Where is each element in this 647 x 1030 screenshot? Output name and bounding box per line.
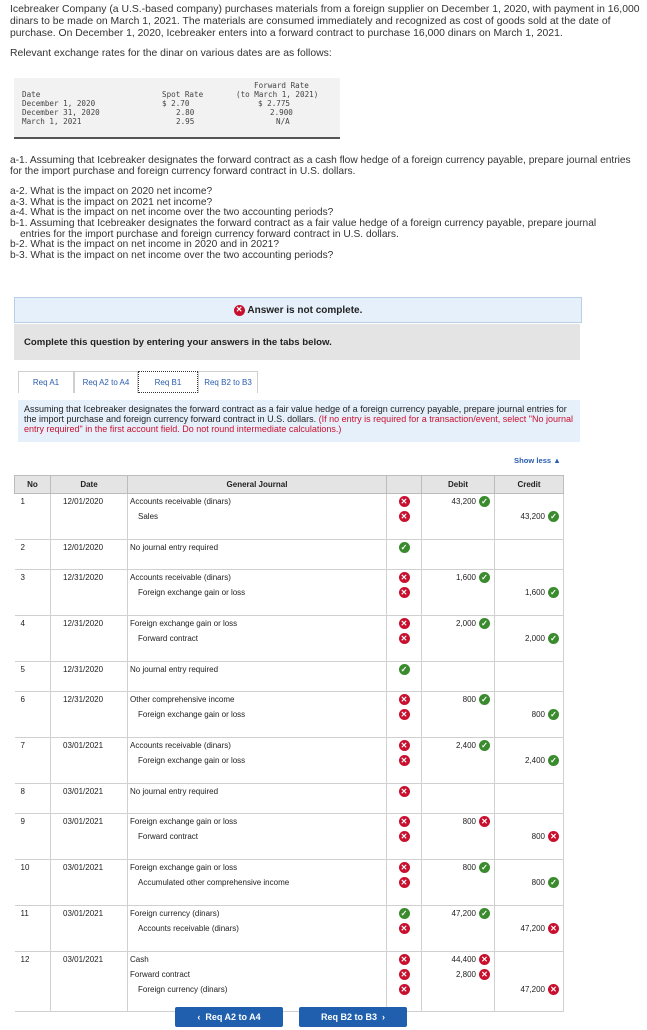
error-icon: ✕ bbox=[479, 816, 490, 827]
journal-entry-row bbox=[15, 784, 564, 814]
account-field[interactable]: Foreign currency (dinars) bbox=[138, 985, 228, 994]
credit-field[interactable] bbox=[495, 952, 563, 967]
rate-header-date: Date bbox=[22, 90, 41, 99]
error-icon: ✕ bbox=[399, 587, 410, 598]
check-icon: ✓ bbox=[479, 694, 490, 705]
entry-date[interactable]: 12/01/2020 bbox=[63, 543, 104, 552]
col-header-no: No bbox=[15, 476, 51, 494]
account-field[interactable]: Foreign currency (dinars) bbox=[130, 909, 220, 918]
account-field[interactable]: Forward contract bbox=[138, 634, 199, 643]
debit-field[interactable] bbox=[422, 631, 494, 646]
rate-header-spot: Spot Rate bbox=[162, 90, 204, 99]
account-status bbox=[387, 967, 421, 982]
debit-field[interactable] bbox=[422, 829, 494, 844]
error-icon: ✕ bbox=[399, 786, 410, 797]
debit-field[interactable] bbox=[422, 585, 494, 600]
journal-entry-row bbox=[15, 540, 564, 570]
check-icon: ✓ bbox=[548, 587, 559, 598]
intro-paragraph: Icebreaker Company (a U.S.-based company) purchases materials from a foreign supplier on December 1, 2020, with payment in 16,000 dinars to be made on March 1, 2021. The materials are consumed immediately and recognized as cost of goods sold at the date of purchase. On December 1, 2020, Icebreaker enters into a forward contract to purchase 16,000 dinars on March 1, 2021. bbox=[10, 4, 640, 39]
rate-forward: 2.900 bbox=[270, 108, 293, 117]
debit-field[interactable] bbox=[422, 692, 494, 707]
entry-number: 1 bbox=[20, 497, 25, 506]
error-icon: ✕ bbox=[479, 969, 490, 980]
instructions-main: Assuming that Icebreaker designates the forward contract as a fair value hedge of a foreign currency payable, prepare journal entries for the import purchase and foreign currency forward contract in U.S. dollars. bbox=[24, 404, 567, 424]
question-b1-cont: entries for the import purchase and foreign currency forward contract in U.S. dollars. bbox=[20, 228, 399, 240]
answer-status-banner bbox=[14, 297, 582, 323]
account-field[interactable]: Accounts receivable (dinars) bbox=[130, 573, 231, 582]
question-list bbox=[10, 156, 640, 261]
debit-field[interactable] bbox=[422, 662, 494, 677]
error-icon: ✕ bbox=[399, 923, 410, 934]
problem-intro bbox=[10, 4, 640, 68]
debit-field[interactable] bbox=[422, 494, 494, 509]
question-a2: a-2. What is the impact on 2020 net income? bbox=[10, 186, 213, 198]
col-header-credit: Credit bbox=[495, 476, 564, 494]
credit-field[interactable] bbox=[495, 616, 563, 631]
credit-value: 43,200 bbox=[520, 512, 545, 521]
tab-req-b2-b3[interactable]: Req B2 to B3 bbox=[198, 371, 258, 393]
rate-forward: N/A bbox=[276, 117, 290, 126]
credit-field[interactable] bbox=[495, 570, 563, 585]
check-icon: ✓ bbox=[399, 664, 410, 675]
debit-field[interactable] bbox=[422, 952, 494, 967]
credit-value: 47,200 bbox=[520, 985, 545, 994]
journal-entry-row bbox=[15, 494, 564, 540]
account-status bbox=[387, 784, 421, 799]
debit-field[interactable] bbox=[422, 906, 494, 921]
credit-field[interactable] bbox=[495, 906, 563, 921]
entry-date[interactable]: 03/01/2021 bbox=[63, 817, 104, 826]
account-status bbox=[387, 707, 421, 722]
error-icon: ✕ bbox=[548, 831, 559, 842]
entry-number: 4 bbox=[20, 619, 25, 628]
credit-value: 2,000 bbox=[524, 634, 545, 643]
credit-field[interactable] bbox=[495, 829, 563, 844]
entry-date[interactable]: 03/01/2021 bbox=[63, 909, 104, 918]
credit-field[interactable] bbox=[495, 707, 563, 722]
debit-value: 800 bbox=[462, 817, 476, 826]
entry-date[interactable]: 12/31/2020 bbox=[63, 619, 104, 628]
account-status bbox=[387, 692, 421, 707]
credit-value: 2,400 bbox=[524, 756, 545, 765]
check-icon: ✓ bbox=[479, 572, 490, 583]
error-icon: ✕ bbox=[399, 862, 410, 873]
account-field[interactable]: Accounts receivable (dinars) bbox=[130, 497, 231, 506]
account-status bbox=[387, 631, 421, 646]
account-status bbox=[387, 921, 421, 936]
credit-field[interactable] bbox=[495, 753, 563, 768]
account-status bbox=[387, 585, 421, 600]
credit-field[interactable] bbox=[495, 875, 563, 890]
error-icon: ✕ bbox=[399, 633, 410, 644]
rate-date: March 1, 2021 bbox=[22, 117, 82, 126]
error-icon: ✕ bbox=[399, 618, 410, 629]
debit-field[interactable] bbox=[422, 540, 494, 555]
question-b1: b-1. Assuming that Icebreaker designates the forward contract as a fair value hedge of a foreign currency payable, prepare journal bbox=[10, 217, 597, 229]
error-icon: ✕ bbox=[234, 305, 245, 316]
debit-field[interactable] bbox=[422, 967, 494, 982]
credit-field[interactable] bbox=[495, 494, 563, 509]
account-status bbox=[387, 875, 421, 890]
rate-spot: 2.80 bbox=[176, 108, 195, 117]
credit-field[interactable] bbox=[495, 921, 563, 936]
error-icon: ✕ bbox=[399, 709, 410, 720]
debit-value: 43,200 bbox=[451, 497, 476, 506]
entry-date[interactable]: 03/01/2021 bbox=[63, 741, 104, 750]
check-icon: ✓ bbox=[479, 618, 490, 629]
check-icon: ✓ bbox=[399, 908, 410, 919]
credit-value: 800 bbox=[531, 878, 545, 887]
chevron-left-icon: ‹ bbox=[197, 1012, 201, 1022]
debit-field[interactable] bbox=[422, 738, 494, 753]
entry-number: 12 bbox=[20, 955, 30, 964]
account-field[interactable]: Accumulated other comprehensive income bbox=[138, 878, 290, 887]
debit-value: 2,800 bbox=[455, 970, 476, 979]
account-field[interactable]: Cash bbox=[130, 955, 149, 964]
credit-field[interactable] bbox=[495, 662, 563, 677]
entry-number: 10 bbox=[20, 863, 30, 872]
debit-field[interactable] bbox=[422, 509, 494, 524]
entry-date[interactable]: 03/01/2021 bbox=[63, 955, 104, 964]
prev-tab-label: Req A2 to A4 bbox=[205, 1012, 261, 1022]
debit-value: 2,400 bbox=[455, 741, 476, 750]
credit-field[interactable] bbox=[495, 967, 563, 982]
debit-value: 800 bbox=[462, 695, 476, 704]
account-field[interactable]: Foreign exchange gain or loss bbox=[138, 710, 246, 719]
debit-field[interactable] bbox=[422, 616, 494, 631]
entry-date[interactable]: 12/31/2020 bbox=[63, 695, 104, 704]
account-field[interactable]: Foreign exchange gain or loss bbox=[138, 756, 246, 765]
check-icon: ✓ bbox=[479, 740, 490, 751]
entry-number: 9 bbox=[20, 817, 25, 826]
account-status bbox=[387, 738, 421, 753]
question-a1: a-1. Assuming that Icebreaker designates the forward contract as a cash flow hedge of a foreign currency payable, prepare journal entries for the import purchase and foreign currency forward contract in U.S. dollars. bbox=[10, 155, 631, 177]
check-icon: ✓ bbox=[399, 542, 410, 553]
tab-instructions bbox=[18, 400, 580, 442]
journal-entry-row bbox=[15, 616, 564, 662]
question-a3: a-3. What is the impact on 2021 net income? bbox=[10, 196, 213, 208]
col-header-debit: Debit bbox=[422, 476, 495, 494]
debit-value: 800 bbox=[462, 863, 476, 872]
caret-up-icon: ▲ bbox=[553, 456, 561, 465]
error-icon: ✕ bbox=[399, 572, 410, 583]
prev-tab-button[interactable] bbox=[175, 1007, 283, 1027]
error-icon: ✕ bbox=[399, 877, 410, 888]
journal-entry-row bbox=[15, 860, 564, 906]
account-status bbox=[387, 494, 421, 509]
journal-entry-row bbox=[15, 952, 564, 1012]
debit-value: 44,400 bbox=[451, 955, 476, 964]
account-status bbox=[387, 860, 421, 875]
chevron-right-icon: › bbox=[382, 1012, 386, 1022]
intro-rates-lead: Relevant exchange rates for the dinar on various dates are as follows: bbox=[10, 48, 332, 59]
show-less-text: Show less bbox=[514, 456, 552, 465]
entry-number: 11 bbox=[20, 909, 29, 918]
next-tab-button[interactable] bbox=[299, 1007, 407, 1027]
check-icon: ✓ bbox=[548, 877, 559, 888]
account-status bbox=[387, 982, 421, 997]
account-field[interactable]: Other comprehensive income bbox=[130, 695, 235, 704]
account-status bbox=[387, 509, 421, 524]
credit-field[interactable] bbox=[495, 540, 563, 555]
question-a4: a-4. What is the impact on net income over the two accounting periods? bbox=[10, 207, 334, 219]
account-status bbox=[387, 540, 421, 555]
account-field[interactable]: Forward contract bbox=[138, 832, 199, 841]
show-less-link[interactable] bbox=[514, 456, 561, 465]
account-field[interactable]: Foreign exchange gain or loss bbox=[130, 619, 238, 628]
account-status bbox=[387, 616, 421, 631]
error-icon: ✕ bbox=[479, 954, 490, 965]
col-header-general-journal: General Journal bbox=[128, 476, 387, 494]
journal-entry-row bbox=[15, 570, 564, 616]
account-field[interactable]: Accounts receivable (dinars) bbox=[138, 924, 239, 933]
debit-value: 47,200 bbox=[451, 909, 476, 918]
journal-entry-row bbox=[15, 738, 564, 784]
account-field[interactable]: Foreign exchange gain or loss bbox=[138, 588, 246, 597]
error-icon: ✕ bbox=[399, 496, 410, 507]
error-icon: ✕ bbox=[399, 816, 410, 827]
check-icon: ✓ bbox=[479, 862, 490, 873]
error-icon: ✕ bbox=[399, 755, 410, 766]
account-status bbox=[387, 570, 421, 585]
account-status bbox=[387, 662, 421, 677]
journal-entry-row bbox=[15, 906, 564, 952]
credit-value: 47,200 bbox=[520, 924, 545, 933]
credit-value: 800 bbox=[531, 710, 545, 719]
col-header-date: Date bbox=[51, 476, 128, 494]
check-icon: ✓ bbox=[548, 511, 559, 522]
journal-entry-row bbox=[15, 692, 564, 738]
account-field[interactable]: Foreign exchange gain or loss bbox=[130, 817, 238, 826]
debit-field[interactable] bbox=[422, 982, 494, 997]
rate-forward: $ 2.775 bbox=[258, 99, 291, 108]
account-status bbox=[387, 952, 421, 967]
debit-field[interactable] bbox=[422, 707, 494, 722]
debit-field[interactable] bbox=[422, 784, 494, 799]
general-journal-table bbox=[14, 475, 564, 1012]
credit-field[interactable] bbox=[495, 509, 563, 524]
entry-date[interactable]: 12/31/2020 bbox=[63, 665, 104, 674]
error-icon: ✕ bbox=[399, 694, 410, 705]
error-icon: ✕ bbox=[399, 511, 410, 522]
error-icon: ✕ bbox=[399, 954, 410, 965]
account-field[interactable]: No journal entry required bbox=[130, 543, 219, 552]
debit-field[interactable] bbox=[422, 921, 494, 936]
error-icon: ✕ bbox=[399, 984, 410, 995]
account-field[interactable]: No journal entry required bbox=[130, 787, 219, 796]
debit-field[interactable] bbox=[422, 814, 494, 829]
rate-date: December 1, 2020 bbox=[22, 99, 96, 108]
entry-date[interactable]: 03/01/2021 bbox=[63, 863, 104, 872]
entry-number: 2 bbox=[20, 543, 25, 552]
account-field[interactable]: Foreign exchange gain or loss bbox=[130, 863, 238, 872]
debit-field[interactable] bbox=[422, 570, 494, 585]
rate-date: December 31, 2020 bbox=[22, 108, 100, 117]
debit-value: 2,000 bbox=[455, 619, 476, 628]
account-field[interactable]: Sales bbox=[138, 512, 159, 521]
credit-field[interactable] bbox=[495, 738, 563, 753]
credit-field[interactable] bbox=[495, 631, 563, 646]
error-icon: ✕ bbox=[399, 969, 410, 980]
credit-value: 1,600 bbox=[524, 588, 545, 597]
entry-number: 8 bbox=[20, 787, 25, 796]
next-tab-label: Req B2 to B3 bbox=[320, 1012, 377, 1022]
account-status bbox=[387, 829, 421, 844]
error-icon: ✕ bbox=[548, 984, 559, 995]
error-icon: ✕ bbox=[548, 923, 559, 934]
credit-field[interactable] bbox=[495, 784, 563, 799]
account-field[interactable]: Forward contract bbox=[130, 970, 191, 979]
credit-field[interactable] bbox=[495, 814, 563, 829]
credit-field[interactable] bbox=[495, 982, 563, 997]
debit-field[interactable] bbox=[422, 860, 494, 875]
check-icon: ✓ bbox=[479, 496, 490, 507]
requirement-tabs bbox=[18, 371, 258, 395]
entry-date[interactable]: 03/01/2021 bbox=[63, 787, 104, 796]
error-icon: ✕ bbox=[399, 831, 410, 842]
debit-field[interactable] bbox=[422, 875, 494, 890]
tab-req-a2-a4[interactable]: Req A2 to A4 bbox=[74, 371, 138, 393]
credit-field[interactable] bbox=[495, 692, 563, 707]
entry-number: 3 bbox=[20, 573, 25, 582]
rate-spot: 2.95 bbox=[176, 117, 195, 126]
error-icon: ✕ bbox=[399, 740, 410, 751]
credit-field[interactable] bbox=[495, 585, 563, 600]
question-b3: b-3. What is the impact on net income over the two accounting periods? bbox=[10, 249, 334, 261]
instructions-note: (If no entry is required for a transaction/event, select "No journal entry required" in the first account field. Do not round intermediate calculations.) bbox=[24, 414, 573, 434]
account-status bbox=[387, 753, 421, 768]
account-status bbox=[387, 814, 421, 829]
credit-field[interactable] bbox=[495, 860, 563, 875]
exchange-rate-table bbox=[14, 78, 340, 139]
rate-spot: $ 2.70 bbox=[162, 99, 190, 108]
rate-header-forward: Forward Rate bbox=[254, 81, 309, 90]
entry-number: 5 bbox=[20, 665, 25, 674]
rate-header-forward-sub: (to March 1, 2021) bbox=[236, 90, 319, 99]
check-icon: ✓ bbox=[548, 755, 559, 766]
debit-field[interactable] bbox=[422, 753, 494, 768]
instructions-header bbox=[14, 324, 580, 360]
check-icon: ✓ bbox=[479, 908, 490, 919]
question-b2: b-2. What is the impact on net income in 2020 and in 2021? bbox=[10, 239, 280, 251]
account-status bbox=[387, 906, 421, 921]
tab-req-a1[interactable]: Req A1 bbox=[18, 371, 74, 393]
tab-req-b1[interactable]: Req B1 bbox=[138, 371, 198, 393]
debit-value: 1,600 bbox=[455, 573, 476, 582]
check-icon: ✓ bbox=[548, 709, 559, 720]
account-field[interactable]: Accounts receivable (dinars) bbox=[130, 741, 231, 750]
answer-status-text: Answer is not complete. bbox=[247, 304, 363, 316]
account-field[interactable]: No journal entry required bbox=[130, 665, 219, 674]
entry-date[interactable]: 12/31/2020 bbox=[63, 573, 104, 582]
journal-entry-row bbox=[15, 814, 564, 860]
entry-number: 6 bbox=[20, 695, 25, 704]
entry-number: 7 bbox=[20, 741, 25, 750]
instructions-header-text: Complete this question by entering your answers in the tabs below. bbox=[24, 336, 332, 348]
credit-value: 800 bbox=[531, 832, 545, 841]
journal-entry-row bbox=[15, 662, 564, 692]
check-icon: ✓ bbox=[548, 633, 559, 644]
entry-date[interactable]: 12/01/2020 bbox=[63, 497, 104, 506]
